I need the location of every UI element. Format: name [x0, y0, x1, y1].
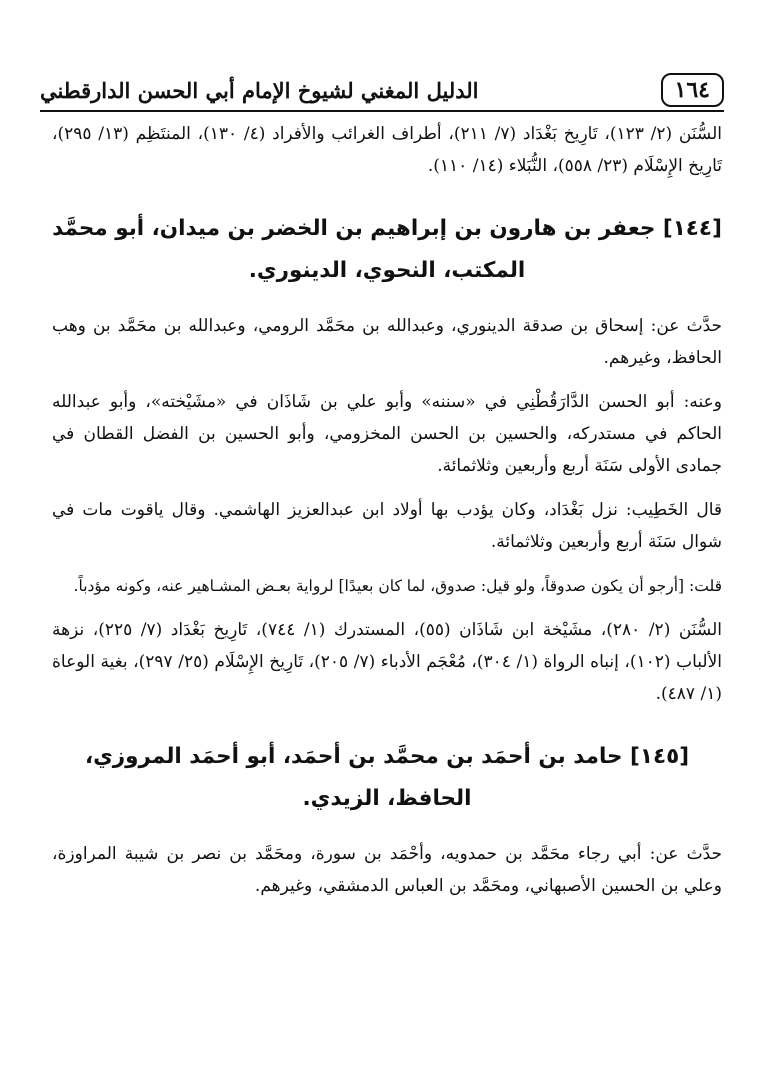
continued-references: السُّنَن (٢/ ١٢٣)، تَارِيخ بَغْدَاد (٧/ ٢١١)، أطراف الغرائب والأفراد (٤/ ١٣٠)، المنتَظِم (١٣/ ٢٩٥)، تَارِيخ الإِسْلَام (٢٣/ ٥٥٨)، النُّبَلاء (١٤/ ١١٠).: [52, 124, 722, 176]
running-header: [40, 70, 724, 112]
entry-145-teachers: حدَّث عن: أبي رجاء محَمَّد بن حمدويه، وأحْمَد بن سورة، ومحَمَّد بن نصر بن شيبة المراوزة، وعلي بن الحسين الأصبهاني، ومحَمَّد بن العباس الدمشقي، وغيرهم.: [52, 844, 722, 896]
entry-144-teachers: حدَّث عن: إسحاق بن صدقة الدينوري، وعبدالله بن محَمَّد الرومي، وعبدالله بن محَمَّد بن وهب الحافظ، وغيرهم.: [52, 316, 722, 368]
entry-144-students: وعنه: أبو الحسن الدَّارَقُطْنِي في «سننه» وأبو علي بن شَاذَان في «مشَيْخته»، وأبو عبدالله الحاكم في مستدركه، والحسين بن الحسن المخزومي، وأبو الحسين بن الفضل القطان في جمادى الأولى سَنَة أربع وأربعين وثلاثمائة.: [52, 392, 722, 476]
page-body: [52, 118, 722, 902]
page-number: ١٦٤: [661, 73, 724, 107]
entry-145-heading: [١٤٥] حامد بن أحمَد بن محمَّد بن أحمَد، أبو أحمَد المروزي، الحافظ، الزيدي.: [84, 744, 690, 811]
entry-144-references: السُّنَن (٢/ ٢٨٠)، مشَيْخة ابن شَاذَان (٥٥)، المستدرك (١/ ٧٤٤)، تَارِيخ بَغْدَاد (٧/ ٢٢٥)، نزهة الألباب (١٠٢)، إنباه الرواة (١/ ٣٠٤)، مُعْجَم الأدباء (٧/ ٢٠٥)، تَارِيخ الإِسْلَام (٢٥/ ٢٩٧)، بغية الوعاة (١/ ٤٨٧).: [52, 620, 722, 704]
entry-144-heading: [١٤٤] جعفر بن هارون بن إبراهيم بن الخضر بن ميدان، أبو محمَّد المكتب، النحوي، الدينوري.: [52, 216, 722, 283]
entry-144-khatib-quote: قال الخَطِيب: نزل بَغْدَاد، وكان يؤدب بها أولاد ابن عبدالعزيز الهاشمي. وقال ياقوت مات في شوال سَنَة أربع وأربعين وثلاثمائة.: [52, 500, 722, 552]
book-title: الدليل المغني لشيوخ الإمام أبي الحسن الدارقطني: [40, 77, 479, 103]
entry-144-author-note: قلت: [أرجو أن يكون صدوقاً، ولو قيل: صدوق، لما كان بعيدًا] لرواية بعـض المشـاهير عنه، وكونه مؤدباً.: [73, 577, 722, 595]
